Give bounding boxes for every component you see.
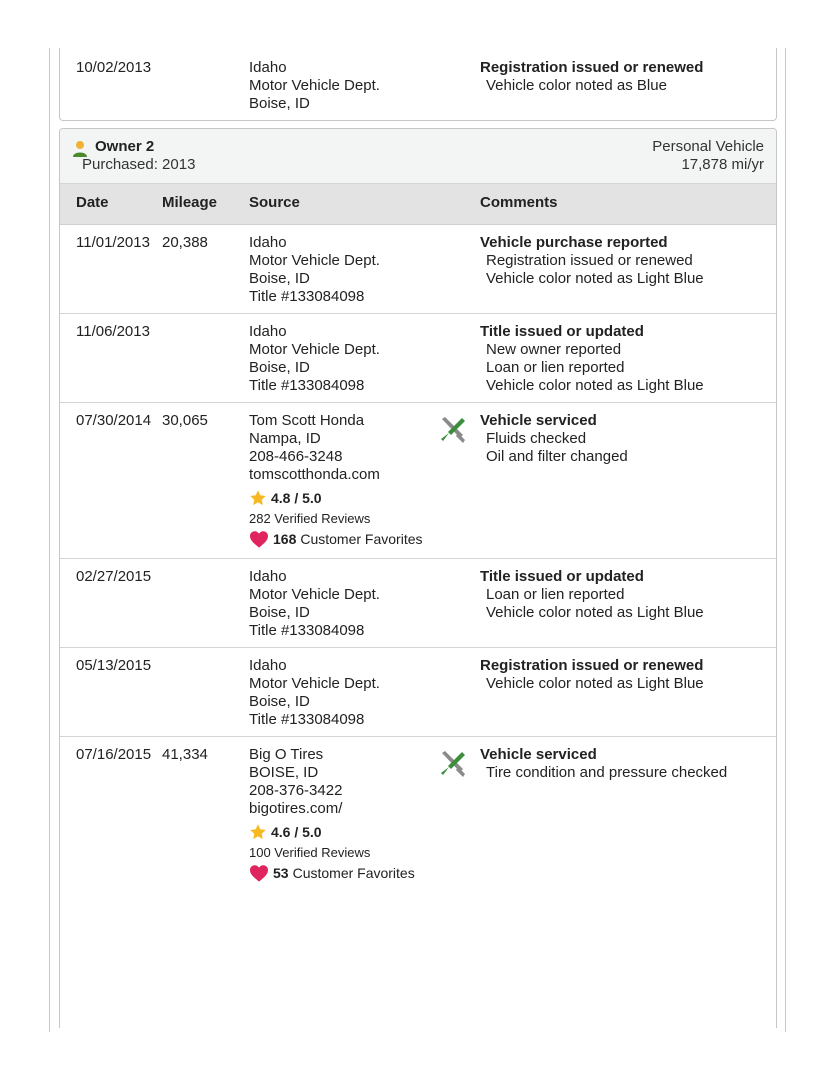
- row-date: 02/27/2015: [76, 568, 152, 585]
- table-row: [60, 737, 776, 897]
- record-comments: Registration issued or renewed Vehicle color noted as Blue: [480, 59, 704, 94]
- owner-name: Owner 2: [95, 138, 155, 155]
- row-source: Idaho Motor Vehicle Dept. Boise, ID Title #133084098: [249, 234, 380, 305]
- row-source: Idaho Motor Vehicle Dept. Boise, ID Title #133084098: [249, 323, 380, 394]
- shop-website-link[interactable]: tomscotthonda.com: [249, 466, 380, 483]
- row-date: 07/16/2015: [76, 746, 152, 763]
- row-source: Idaho Motor Vehicle Dept. Boise, ID Title #133084098: [249, 657, 380, 728]
- row-comments: Title issued or updated Loan or lien reported Vehicle color noted as Light Blue: [480, 568, 704, 621]
- row-date: 11/01/2013: [76, 234, 150, 251]
- column-header-mileage: Mileage: [162, 194, 218, 211]
- shop-rating: 4.6 / 5.0: [249, 823, 415, 841]
- owner-history-card: [59, 128, 777, 1028]
- row-date: 11/06/2013: [76, 323, 150, 340]
- table-header: [60, 184, 776, 225]
- previous-owner-record-card: [59, 48, 777, 121]
- record-date: 10/02/2013: [76, 59, 152, 76]
- column-header-comments: Comments: [480, 194, 558, 211]
- star-icon: [249, 489, 267, 507]
- row-mileage: 30,065: [162, 412, 208, 429]
- row-source: Idaho Motor Vehicle Dept. Boise, ID Title #133084098: [249, 568, 380, 639]
- row-source: Big O Tires BOISE, ID 208-376-3422 bigotires.com/ 4.6 / 5.0 100 Verified Reviews 53 Customer Favorites: [249, 746, 415, 881]
- table-row: [60, 403, 776, 559]
- wrench-screwdriver-icon: [438, 415, 468, 450]
- shop-phone[interactable]: 208-466-3248: [249, 448, 343, 465]
- table-row: [60, 314, 776, 403]
- owner-header: [60, 129, 776, 184]
- row-comments: Vehicle serviced Tire condition and pressure checked: [480, 746, 728, 781]
- shop-name: Big O Tires: [249, 746, 324, 763]
- owner-purchased: Purchased: 2013: [82, 156, 196, 173]
- table-row: [60, 559, 776, 648]
- row-date: 07/30/2014: [76, 412, 152, 429]
- row-comments: Vehicle purchase reported Registration issued or renewed Vehicle color noted as Light Blue: [480, 234, 704, 287]
- row-date: 05/13/2015: [76, 657, 152, 674]
- frame-right-border: [785, 48, 786, 1032]
- shop-website-link[interactable]: bigotires.com/: [249, 800, 343, 817]
- shop-favorites: 168 Customer Favorites: [249, 529, 423, 549]
- shop-favorites: 53 Customer Favorites: [249, 863, 415, 883]
- table-row: [60, 225, 776, 314]
- star-icon: [249, 823, 267, 841]
- shop-name: Tom Scott Honda: [249, 412, 365, 429]
- heart-icon: [249, 864, 269, 882]
- shop-phone[interactable]: 208-376-3422: [249, 782, 343, 799]
- table-row: [60, 48, 776, 121]
- owner-miles-per-year: 17,878 mi/yr: [681, 156, 764, 173]
- record-source: Idaho Motor Vehicle Dept. Boise, ID: [249, 59, 380, 112]
- row-mileage: 20,388: [162, 234, 208, 251]
- row-source: Tom Scott Honda Nampa, ID 208-466-3248 tomscotthonda.com 4.8 / 5.0 282 Verified Reviews 168 Customer Favorites: [249, 412, 423, 547]
- table-row: [60, 648, 776, 737]
- shop-rating: 4.8 / 5.0: [249, 489, 423, 507]
- row-comments: Vehicle serviced Fluids checked Oil and filter changed: [480, 412, 628, 465]
- column-header-source: Source: [249, 194, 300, 211]
- column-header-date: Date: [76, 194, 109, 211]
- owner-vehicle-type: Personal Vehicle: [652, 138, 764, 155]
- wrench-screwdriver-icon: [438, 749, 468, 784]
- heart-icon: [249, 530, 269, 548]
- shop-reviews-link[interactable]: 100 Verified Reviews: [249, 845, 371, 860]
- row-comments: Registration issued or renewed Vehicle color noted as Light Blue: [480, 657, 704, 692]
- row-comments: Title issued or updated New owner reported Loan or lien reported Vehicle color noted as Light Blue: [480, 323, 704, 394]
- frame-left-border: [49, 48, 50, 1032]
- row-mileage: 41,334: [162, 746, 208, 763]
- shop-reviews-link[interactable]: 282 Verified Reviews: [249, 511, 371, 526]
